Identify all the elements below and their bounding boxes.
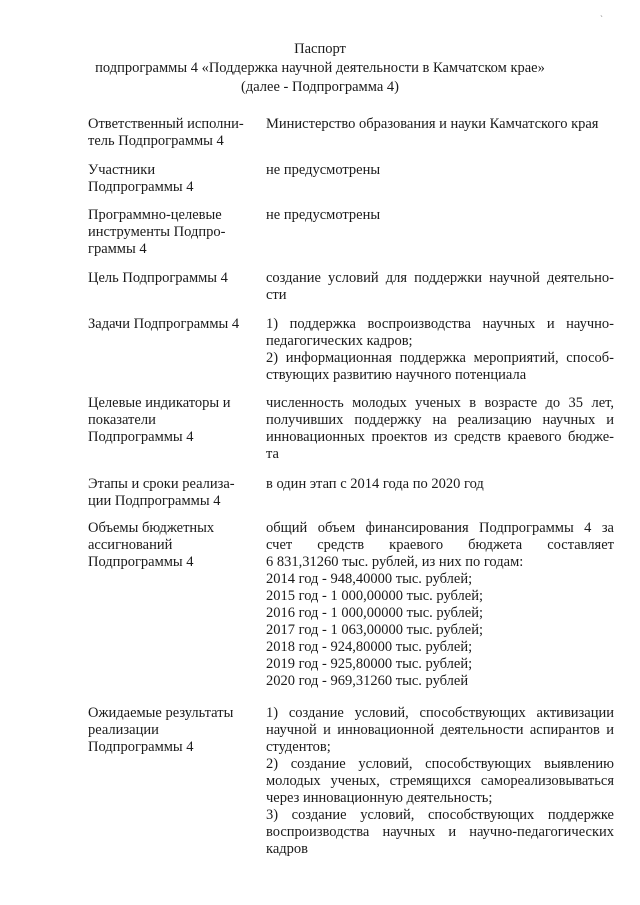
value-line: получивших поддержку на реализацию научных и — [266, 412, 614, 428]
row-value — [266, 162, 614, 179]
row-label — [88, 116, 256, 150]
row-label — [88, 270, 256, 287]
label-line: Программно-целевые — [88, 207, 222, 223]
value-line: 1) поддержка воспроизводства научных и научно- — [266, 316, 614, 332]
label-line: показатели — [88, 412, 156, 428]
row-value — [266, 207, 614, 224]
label-line: реализации — [88, 722, 159, 738]
value-line: 2018 год - 924,80000 тыс. рублей; — [266, 639, 473, 655]
value-line: воспроизводства научных и научно-педагогических — [266, 824, 614, 840]
value-line: педагогических кадров; — [266, 333, 413, 349]
label-line: Участники — [88, 162, 156, 178]
value-line: та — [266, 446, 279, 462]
row-value — [266, 476, 614, 493]
label-line: Цель Подпрограммы 4 — [88, 270, 228, 286]
label-line: Подпрограммы 4 — [88, 429, 194, 445]
value-line: не предусмотрены — [266, 162, 381, 178]
value-line: создание условий для поддержки научной деятельно- — [266, 270, 614, 286]
value-line: студентов; — [266, 739, 331, 755]
label-line: Подпрограммы 4 — [88, 739, 194, 755]
value-line: кадров — [266, 841, 308, 857]
value-line: Министерство образования и науки Камчатского края — [266, 116, 599, 132]
label-line: Этапы и сроки реализа- — [88, 476, 235, 492]
row-label — [88, 316, 256, 333]
row-value — [266, 520, 614, 690]
value-line: в один этап с 2014 года по 2020 год — [266, 476, 484, 492]
row-value — [266, 395, 614, 463]
value-line: 2) создание условий, способствующих выявлению — [266, 756, 614, 772]
value-line: 2) информационная поддержка мероприятий, способ- — [266, 350, 614, 366]
label-line: граммы 4 — [88, 241, 147, 257]
row-value — [266, 316, 614, 384]
row-value — [266, 116, 614, 133]
value-line: инновационных проектов из средств краевого бюдже- — [266, 429, 614, 445]
label-line: Подпрограммы 4 — [88, 554, 194, 570]
value-line: 1) создание условий, способствующих активизации — [266, 705, 614, 721]
value-line: сти — [266, 287, 287, 303]
row-label — [88, 207, 256, 258]
value-line: ствующих развитию научного потенциала — [266, 367, 527, 383]
row-value — [266, 270, 614, 304]
row-label — [88, 162, 256, 196]
value-line: 2020 год - 969,31260 тыс. рублей — [266, 673, 469, 689]
label-line: Задачи Подпрограммы 4 — [88, 316, 240, 332]
value-line: молодых ученых, стремящихся самореализовываться — [266, 773, 614, 789]
label-line: Ожидаемые результаты — [88, 705, 234, 721]
row-label — [88, 476, 256, 510]
value-line: через инновационную деятельность; — [266, 790, 493, 806]
value-line: 2015 год - 1 000,00000 тыс. рублей; — [266, 588, 483, 604]
value-line: общий объем финансирования Подпрограммы 4 за — [266, 520, 614, 536]
page-note: (далее - Подпрограмма 4) — [241, 79, 399, 95]
page-title: Паспорт — [294, 41, 346, 57]
label-line: Ответственный исполни- — [88, 116, 244, 132]
corner-mark: ` — [600, 14, 603, 24]
value-line: 2017 год - 1 063,00000 тыс. рублей; — [266, 622, 483, 638]
value-line: 2019 год - 925,80000 тыс. рублей; — [266, 656, 473, 672]
value-line: численность молодых ученых в возрасте до 35 лет, — [266, 395, 614, 411]
page-subtitle: подпрограммы 4 «Поддержка научной деятельности в Камчатском крае» — [95, 60, 545, 76]
value-line: 6 831,31260 тыс. рублей, из них по годам: — [266, 554, 524, 570]
row-label — [88, 395, 256, 446]
label-line: инструменты Подпро- — [88, 224, 226, 240]
value-line: 2016 год - 1 000,00000 тыс. рублей; — [266, 605, 483, 621]
label-line: Целевые индикаторы и — [88, 395, 231, 411]
label-line: Подпрограммы 4 — [88, 179, 194, 195]
label-line: ассигнований — [88, 537, 173, 553]
label-line: тель Подпрограммы 4 — [88, 133, 224, 149]
value-line: не предусмотрены — [266, 207, 381, 223]
value-line: научной и инновационной деятельности аспирантов и — [266, 722, 614, 738]
value-line: 3) создание условий, способствующих поддержке — [266, 807, 614, 823]
row-label — [88, 705, 256, 756]
row-label — [88, 520, 256, 571]
passport-heading — [60, 40, 580, 97]
label-line: ции Подпрограммы 4 — [88, 493, 221, 509]
label-line: Объемы бюджетных — [88, 520, 215, 536]
row-value — [266, 705, 614, 858]
value-line: 2014 год - 948,40000 тыс. рублей; — [266, 571, 473, 587]
value-line: счет средств краевого бюджета составляет — [266, 537, 614, 553]
